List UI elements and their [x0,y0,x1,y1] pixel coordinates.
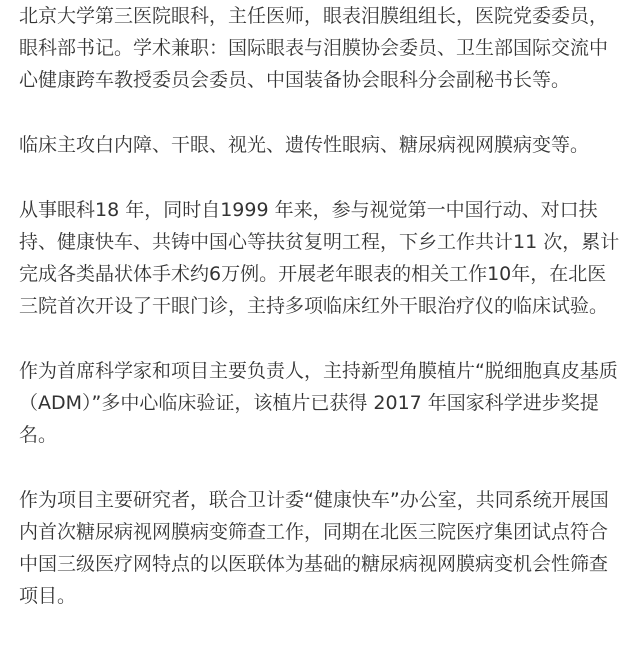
paragraph-adm-project: 作为首席科学家和项目主要负责人，主持新型角膜植片“脱细胞真皮基质（ADM）”多中心临床验证，该植片已获得 2017 年国家科学进步奖提名。 [19,360,618,446]
paragraph-screening-project: 作为项目主要研究者，联合卫计委“健康快车”办公室，共同系统开展国内首次糖尿病视网膜病变筛查工作，同期在北医三院医疗集团试点符合中国三级医疗网特点的以医联体为基础的糖尿病视网膜病变机会性筛查项目。 [19,489,609,607]
paragraph-clinical-focus: 临床主攻白内障、干眼、视光、遗传性眼病、糖尿病视网膜病变等。 [19,134,590,156]
paragraph-gap [19,451,622,484]
paragraph-experience: 从事眼科18 年，同时自1999 年来，参与视觉第一中国行动、对口扶持、健康快车、共铸中国心等扶贫复明工程，下乡工作共计11 次，累计完成各类晶状体手术约6万例。开展老年眼表的相关工作10年，在北医三院首次开设了干眼门诊，主持多项临床红外干眼治疗仪的临床试验。 [19,199,620,317]
paragraph-affiliation: 北京大学第三医院眼科，主任医师，眼表泪膜组组长，医院党委委员，眼科部书记。学术兼职：国际眼表与泪膜协会委员、卫生部国际交流中心健康跨车教授委员会委员、中国装备协会眼科分会副秘书长等。 [19,5,609,91]
paragraph-gap [19,322,622,355]
paragraph-gap [19,161,622,194]
paragraph-gap [19,96,622,129]
